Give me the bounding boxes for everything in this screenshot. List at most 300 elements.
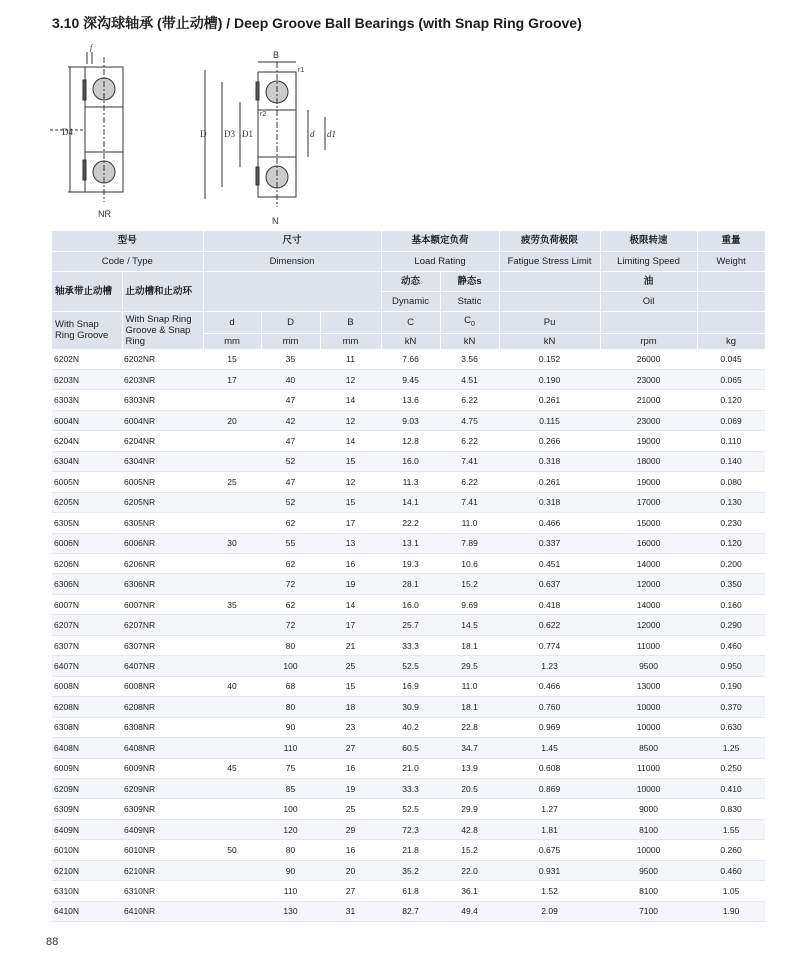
- header-oil-cn: 油: [600, 271, 697, 291]
- table-cell: 20: [320, 860, 381, 880]
- table-cell: [203, 451, 261, 471]
- header-unit-rpm: rpm: [600, 333, 697, 349]
- table-cell: 12000: [600, 574, 697, 594]
- table-cell: 23000: [600, 410, 697, 430]
- table-cell: 9000: [600, 799, 697, 819]
- table-cell: 0.410: [697, 779, 765, 799]
- label-r2: r2: [260, 111, 267, 118]
- header-static-en: Static: [440, 291, 499, 311]
- table-cell: 45: [203, 758, 261, 778]
- header-weight-en: Weight: [697, 251, 765, 271]
- table-cell: 6206N: [52, 554, 122, 574]
- table-row: [52, 390, 765, 410]
- table-cell: 0.869: [499, 779, 600, 799]
- table-cell: 0.120: [697, 533, 765, 553]
- table-cell: 0.950: [697, 656, 765, 676]
- table-row: [52, 472, 765, 492]
- table-row: [52, 349, 765, 369]
- label-d-outer: D: [200, 129, 207, 139]
- table-cell: 0.065: [697, 369, 765, 389]
- table-cell: 6308NR: [122, 717, 203, 737]
- table-cell: 35: [203, 594, 261, 614]
- table-cell: [203, 656, 261, 676]
- label-d3: D3: [224, 129, 235, 139]
- table-cell: 0.045: [697, 349, 765, 369]
- table-cell: 80: [261, 697, 320, 717]
- table-cell: [203, 513, 261, 533]
- table-row: [52, 779, 765, 799]
- table-cell: 19: [320, 779, 381, 799]
- table-cell: 0.318: [499, 492, 600, 512]
- table-cell: [203, 697, 261, 717]
- table-cell: 0.230: [697, 513, 765, 533]
- table-cell: 42: [261, 410, 320, 430]
- table-cell: 6005N: [52, 472, 122, 492]
- table-row: [52, 676, 765, 696]
- header-unit-kg: kg: [697, 333, 765, 349]
- table-cell: 6006N: [52, 533, 122, 553]
- table-row: [52, 656, 765, 676]
- table-row: [52, 635, 765, 655]
- table-cell: 0.069: [697, 410, 765, 430]
- table-cell: 6303NR: [122, 390, 203, 410]
- table-cell: 6309N: [52, 799, 122, 819]
- header-unit-pu: kN: [499, 333, 600, 349]
- table-cell: 33.3: [381, 635, 440, 655]
- table-cell: 6005NR: [122, 472, 203, 492]
- table-cell: 0.266: [499, 431, 600, 451]
- table-cell: 21000: [600, 390, 697, 410]
- table-cell: 21.8: [381, 840, 440, 860]
- table-cell: 47: [261, 390, 320, 410]
- table-cell: 8100: [600, 819, 697, 839]
- table-cell: 6010N: [52, 840, 122, 860]
- table-cell: 6410NR: [122, 901, 203, 921]
- header-sym-pu: Pu: [499, 311, 600, 333]
- table-cell: 0.675: [499, 840, 600, 860]
- table-cell: 6410N: [52, 901, 122, 921]
- label-d1-inner: d1: [327, 129, 336, 139]
- table-cell: 6303N: [52, 390, 122, 410]
- table-cell: 9.45: [381, 369, 440, 389]
- table-cell: 6306N: [52, 574, 122, 594]
- header-oil-en: Oil: [600, 291, 697, 311]
- table-cell: 40: [203, 676, 261, 696]
- table-cell: 6008NR: [122, 676, 203, 696]
- label-r1: r1: [298, 67, 305, 74]
- table-cell: 6208NR: [122, 697, 203, 717]
- table-cell: 0.190: [697, 676, 765, 696]
- table-cell: 0.250: [697, 758, 765, 778]
- table-cell: 0.200: [697, 554, 765, 574]
- table-cell: 6007NR: [122, 594, 203, 614]
- table-cell: 30: [203, 533, 261, 553]
- table-cell: 13: [320, 533, 381, 553]
- table-cell: 6209N: [52, 779, 122, 799]
- table-cell: [203, 717, 261, 737]
- table-cell: 6305N: [52, 513, 122, 533]
- table-cell: 42.8: [440, 819, 499, 839]
- table-cell: 0.622: [499, 615, 600, 635]
- table-cell: 6010NR: [122, 840, 203, 860]
- header-type-en: Code / Type: [52, 251, 203, 271]
- table-cell: 1.23: [499, 656, 600, 676]
- table-cell: 29.5: [440, 656, 499, 676]
- table-cell: 82.7: [381, 901, 440, 921]
- table-cell: 0.110: [697, 431, 765, 451]
- table-cell: 0.130: [697, 492, 765, 512]
- table-row: [52, 901, 765, 921]
- table-cell: 8100: [600, 881, 697, 901]
- table-row: [52, 615, 765, 635]
- table-cell: 90: [261, 717, 320, 737]
- table-cell: 0.152: [499, 349, 600, 369]
- table-cell: 6407N: [52, 656, 122, 676]
- table-cell: 60.5: [381, 738, 440, 758]
- table-cell: 6204N: [52, 431, 122, 451]
- table-header: [52, 231, 765, 349]
- header-fatigue-en: Fatigue Stress Limit: [499, 251, 600, 271]
- table-cell: 6407NR: [122, 656, 203, 676]
- header-sym-d: d: [203, 311, 261, 333]
- table-cell: 52.5: [381, 799, 440, 819]
- table-cell: 90: [261, 860, 320, 880]
- table-cell: [203, 574, 261, 594]
- table-cell: 0.140: [697, 451, 765, 471]
- table-row: [52, 451, 765, 471]
- table-cell: 13.9: [440, 758, 499, 778]
- table-row: [52, 738, 765, 758]
- table-cell: 35: [261, 349, 320, 369]
- table-cell: [203, 901, 261, 921]
- label-d4: D4: [62, 127, 73, 137]
- table-cell: 0.115: [499, 410, 600, 430]
- header-unit-c0: kN: [440, 333, 499, 349]
- header-speed-en: Limiting Speed: [600, 251, 697, 271]
- table-cell: 16.0: [381, 451, 440, 471]
- table-cell: 28.1: [381, 574, 440, 594]
- table-cell: 17000: [600, 492, 697, 512]
- header-unit-dd: mm: [261, 333, 320, 349]
- table-cell: 110: [261, 738, 320, 758]
- table-cell: 13000: [600, 676, 697, 696]
- table-cell: 6203NR: [122, 369, 203, 389]
- table-cell: 18.1: [440, 697, 499, 717]
- table-row: [52, 881, 765, 901]
- table-cell: 100: [261, 799, 320, 819]
- table-cell: 52: [261, 451, 320, 471]
- table-cell: 75: [261, 758, 320, 778]
- table-cell: 0.760: [499, 697, 600, 717]
- table-row: [52, 819, 765, 839]
- table-cell: 6208N: [52, 697, 122, 717]
- table-cell: [203, 819, 261, 839]
- table-cell: 0.460: [697, 635, 765, 655]
- table-cell: 11.0: [440, 676, 499, 696]
- table-cell: 20.5: [440, 779, 499, 799]
- table-row: [52, 574, 765, 594]
- table-cell: 6206NR: [122, 554, 203, 574]
- header-dynamic-en: Dynamic: [381, 291, 440, 311]
- table-cell: 19: [320, 574, 381, 594]
- table-cell: 6.22: [440, 472, 499, 492]
- table-cell: 6408NR: [122, 738, 203, 758]
- table-cell: 80: [261, 635, 320, 655]
- table-cell: 6207N: [52, 615, 122, 635]
- table-cell: 6310NR: [122, 881, 203, 901]
- header-sym-dd: D: [261, 311, 320, 333]
- table-cell: 68: [261, 676, 320, 696]
- table-cell: 6307NR: [122, 635, 203, 655]
- header-groove-cn: 轴承带止动槽: [52, 271, 122, 311]
- table-cell: 1.81: [499, 819, 600, 839]
- table-cell: 12000: [600, 615, 697, 635]
- table-cell: 19000: [600, 431, 697, 451]
- table-row: [52, 717, 765, 737]
- table-cell: 6305NR: [122, 513, 203, 533]
- table-cell: 18: [320, 697, 381, 717]
- table-cell: 14000: [600, 594, 697, 614]
- table-cell: 100: [261, 656, 320, 676]
- table-cell: 25.7: [381, 615, 440, 635]
- table-cell: 14000: [600, 554, 697, 574]
- table-cell: 13.6: [381, 390, 440, 410]
- table-cell: [203, 881, 261, 901]
- table-cell: 6409NR: [122, 819, 203, 839]
- table-cell: 19.3: [381, 554, 440, 574]
- table-cell: 15.2: [440, 840, 499, 860]
- table-row: [52, 840, 765, 860]
- table-cell: 6210N: [52, 860, 122, 880]
- table-cell: 7.89: [440, 533, 499, 553]
- table-cell: 50: [203, 840, 261, 860]
- table-cell: 0.630: [697, 717, 765, 737]
- table-cell: 72.3: [381, 819, 440, 839]
- table-cell: 7.41: [440, 492, 499, 512]
- table-cell: 49.4: [440, 901, 499, 921]
- table-cell: 7100: [600, 901, 697, 921]
- table-row: [52, 554, 765, 574]
- table-cell: 30.9: [381, 697, 440, 717]
- table-row: [52, 533, 765, 553]
- table-cell: 12: [320, 410, 381, 430]
- table-body: [52, 349, 765, 922]
- table-cell: 16000: [600, 533, 697, 553]
- table-cell: 1.45: [499, 738, 600, 758]
- table-cell: [203, 635, 261, 655]
- table-cell: 72: [261, 574, 320, 594]
- table-cell: 0.637: [499, 574, 600, 594]
- table-cell: 0.337: [499, 533, 600, 553]
- table-cell: [203, 492, 261, 512]
- table-cell: 1.05: [697, 881, 765, 901]
- header-ring-en: With Snap Ring Groove & Snap Ring: [122, 311, 203, 349]
- page-title: 3.10 深沟球轴承 (带止动槽) / Deep Groove Ball Bearings (with Snap Ring Groove): [52, 15, 582, 31]
- table-cell: 6306NR: [122, 574, 203, 594]
- table-cell: 52: [261, 492, 320, 512]
- table-cell: 29.9: [440, 799, 499, 819]
- header-unit-b: mm: [320, 333, 381, 349]
- table-cell: 31: [320, 901, 381, 921]
- table-cell: 35.2: [381, 860, 440, 880]
- table-cell: 11.3: [381, 472, 440, 492]
- table-cell: 6203N: [52, 369, 122, 389]
- label-b: B: [273, 50, 280, 60]
- table-cell: 9500: [600, 860, 697, 880]
- table-cell: 1.27: [499, 799, 600, 819]
- page-number: 88: [46, 936, 59, 948]
- table-row: [52, 369, 765, 389]
- header-load-cn: 基本额定负荷: [381, 231, 499, 251]
- table-cell: 52.5: [381, 656, 440, 676]
- table-cell: 62: [261, 513, 320, 533]
- table-cell: 15.2: [440, 574, 499, 594]
- table-cell: 16.9: [381, 676, 440, 696]
- bearing-diagrams: [40, 42, 340, 227]
- table-cell: 1.52: [499, 881, 600, 901]
- table-cell: 21: [320, 635, 381, 655]
- table-cell: 6.22: [440, 390, 499, 410]
- table-cell: 23: [320, 717, 381, 737]
- table-row: [52, 431, 765, 451]
- table-cell: 21.0: [381, 758, 440, 778]
- table-cell: 6205NR: [122, 492, 203, 512]
- header-unit-d: mm: [203, 333, 261, 349]
- table-cell: 6310N: [52, 881, 122, 901]
- table-cell: 10000: [600, 697, 697, 717]
- table-cell: 27: [320, 738, 381, 758]
- table-cell: 11000: [600, 758, 697, 778]
- table-cell: 55: [261, 533, 320, 553]
- table-cell: 34.7: [440, 738, 499, 758]
- header-sym-c0-sub: 0: [471, 320, 475, 328]
- table-row: [52, 860, 765, 880]
- table-cell: 8500: [600, 738, 697, 758]
- table-cell: 14: [320, 390, 381, 410]
- table-cell: 7.41: [440, 451, 499, 471]
- table-cell: 15: [203, 349, 261, 369]
- table-cell: 0.160: [697, 594, 765, 614]
- table-cell: 23000: [600, 369, 697, 389]
- label-d-inner: d: [310, 129, 315, 139]
- table-cell: 6209NR: [122, 779, 203, 799]
- table-cell: 0.969: [499, 717, 600, 737]
- table-cell: 0.774: [499, 635, 600, 655]
- table-cell: 16: [320, 758, 381, 778]
- table-cell: 6204NR: [122, 431, 203, 451]
- table-cell: 4.75: [440, 410, 499, 430]
- table-row: [52, 492, 765, 512]
- table-cell: 9.03: [381, 410, 440, 430]
- table-cell: 0.080: [697, 472, 765, 492]
- table-cell: 11.0: [440, 513, 499, 533]
- table-cell: 6009N: [52, 758, 122, 778]
- table-cell: 3.56: [440, 349, 499, 369]
- table-cell: 15000: [600, 513, 697, 533]
- table-cell: 33.3: [381, 779, 440, 799]
- table-cell: [203, 860, 261, 880]
- table-cell: 40.2: [381, 717, 440, 737]
- header-static-cn: 静态s: [440, 271, 499, 291]
- table-cell: 12: [320, 369, 381, 389]
- table-cell: 1.90: [697, 901, 765, 921]
- table-cell: 0.370: [697, 697, 765, 717]
- table-cell: 9500: [600, 656, 697, 676]
- table-cell: 12: [320, 472, 381, 492]
- table-cell: 25: [320, 799, 381, 819]
- table-cell: [203, 779, 261, 799]
- label-d1: D1: [242, 129, 253, 139]
- table-cell: 6210NR: [122, 860, 203, 880]
- header-dim-cn: 尺寸: [203, 231, 381, 251]
- table-cell: 17: [203, 369, 261, 389]
- nr-caption: NR: [98, 209, 111, 219]
- table-cell: 36.1: [440, 881, 499, 901]
- table-cell: 0.466: [499, 513, 600, 533]
- bearing-spec-table: [52, 231, 766, 922]
- table-cell: 0.318: [499, 451, 600, 471]
- table-cell: [203, 799, 261, 819]
- table-cell: 6004N: [52, 410, 122, 430]
- table-cell: 15: [320, 451, 381, 471]
- nr-bearing-drawing: [50, 52, 123, 202]
- table-cell: 2.09: [499, 901, 600, 921]
- header-unit-c: kN: [381, 333, 440, 349]
- table-cell: 29: [320, 819, 381, 839]
- header-dynamic-cn: 动态: [381, 271, 440, 291]
- table-cell: 130: [261, 901, 320, 921]
- header-sym-b: B: [320, 311, 381, 333]
- table-cell: 62: [261, 554, 320, 574]
- table-cell: 16.0: [381, 594, 440, 614]
- table-cell: 0.418: [499, 594, 600, 614]
- table-cell: 6409N: [52, 819, 122, 839]
- table-row: [52, 513, 765, 533]
- header-weight-cn: 重量: [697, 231, 765, 251]
- header-type-cn: 型号: [52, 231, 203, 251]
- table-cell: 6007N: [52, 594, 122, 614]
- table-cell: 17: [320, 615, 381, 635]
- table-cell: 22.0: [440, 860, 499, 880]
- table-cell: 6.22: [440, 431, 499, 451]
- table-cell: 20: [203, 410, 261, 430]
- table-cell: 15: [320, 492, 381, 512]
- table-cell: 6408N: [52, 738, 122, 758]
- table-cell: 6307N: [52, 635, 122, 655]
- table-cell: 0.261: [499, 390, 600, 410]
- table-cell: 13.1: [381, 533, 440, 553]
- table-cell: 22.2: [381, 513, 440, 533]
- table-cell: 80: [261, 840, 320, 860]
- table-cell: 6304NR: [122, 451, 203, 471]
- table-cell: 9.69: [440, 594, 499, 614]
- table-cell: [203, 431, 261, 451]
- header-groove-en: With Snap Ring Groove: [52, 311, 122, 349]
- table-cell: 0.451: [499, 554, 600, 574]
- table-row: [52, 697, 765, 717]
- table-cell: 0.120: [697, 390, 765, 410]
- header-fatigue-cn: 疲劳负荷极限: [499, 231, 600, 251]
- table-cell: 6006NR: [122, 533, 203, 553]
- table-cell: [203, 738, 261, 758]
- table-cell: 25: [203, 472, 261, 492]
- table-cell: 0.466: [499, 676, 600, 696]
- table-cell: 18000: [600, 451, 697, 471]
- table-cell: 0.261: [499, 472, 600, 492]
- table-cell: 40: [261, 369, 320, 389]
- table-cell: 6309NR: [122, 799, 203, 819]
- table-cell: 0.260: [697, 840, 765, 860]
